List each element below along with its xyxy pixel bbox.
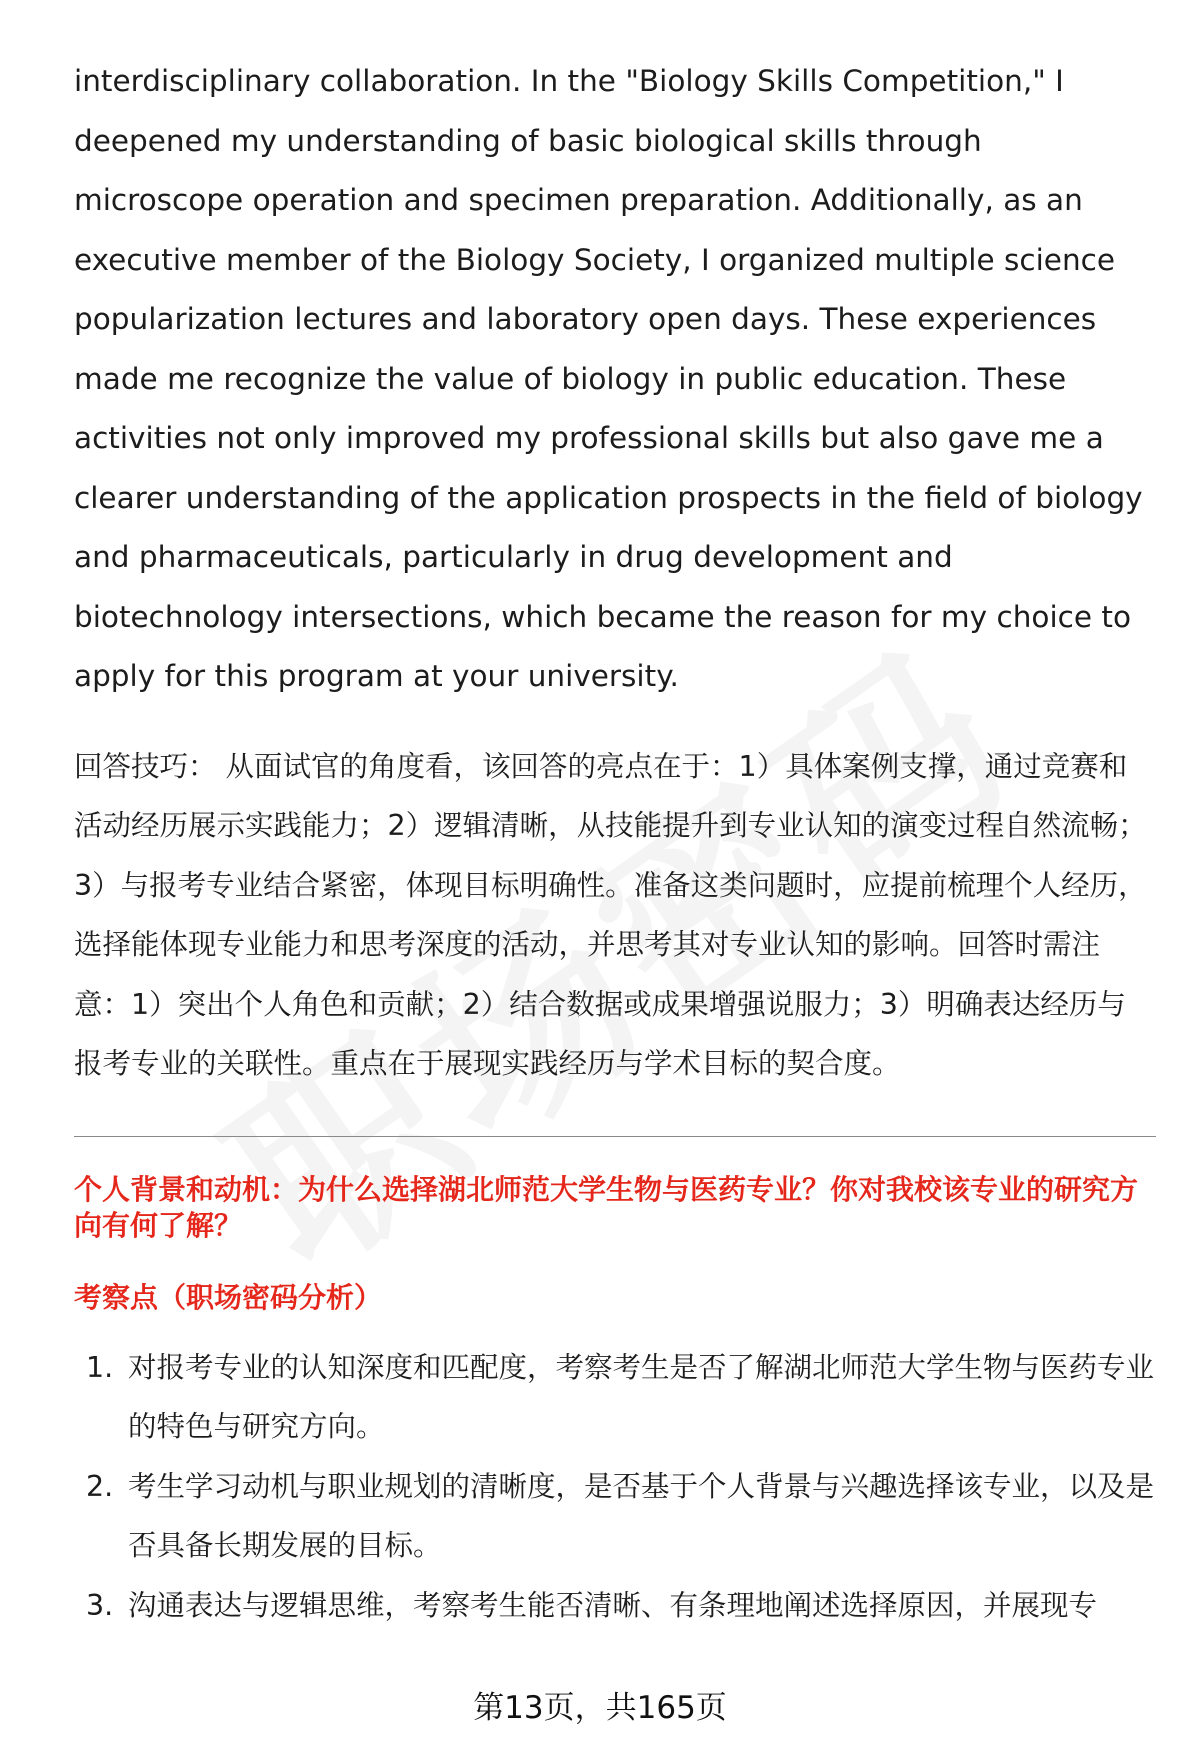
list-item-number: 3. [86,1588,114,1622]
list-item-number: 1. [86,1350,114,1384]
list-item [74,1338,1154,1457]
points-list [74,1338,1154,1636]
list-item-text: 考生学习动机与职业规划的清晰度，是否基于个人背景与兴趣选择该专业，以及是否具备长期发展的目标。 [128,1469,1155,1562]
answer-tips-paragraph: 回答技巧： 从面试官的角度看，该回答的亮点在于：1）具体案例支撑，通过竞赛和活动经历展示实践能力；2）逻辑清晰，从技能提升到专业认知的演变过程自然流畅；3）与报考专业结合紧密，体现目标明确性。准备这类问题时，应提前梳理个人经历，选择能体现专业能力和思考深度的活动，并思考其对专业认知的影响。回答时需注意：1）突出个人角色和贡献；2）结合数据或成果增强说服力；3）明确表达经历与报考专业的关联性。重点在于展现实践经历与学术目标的契合度。 [74,749,1147,1080]
list-item-text: 沟通表达与逻辑思维，考察考生能否清晰、有条理地阐述选择原因，并展现专 [128,1588,1098,1622]
list-item-number: 2. [86,1469,114,1503]
section-divider [74,1136,1156,1137]
list-item [74,1576,1154,1636]
section-heading: 考察点（职场密码分析） [74,1280,383,1314]
question-title: 个人背景和动机：为什么选择湖北师范大学生物与医药专业？你对我校该专业的研究方向有何了解？ [74,1172,1139,1242]
continued-paragraph: interdisciplinary collaboration. In the "Biology Skills Competition," I deepened my understanding of basic biological skills through microscope operation and specimen preparation. Additionally, as an executive member of the Biology Society, I organized multiple science popularization lectures and laboratory open days. These experiences made me recognize the value of biology in public education. These activities not only improved my professional skills but also gave me a clearer understanding of the application prospects in the field of biology and pharmaceuticals, particularly in drug development and biotechnology intersections, which became the reason for my choice to apply for this program at your university. [74,64,1143,693]
document-page [74,52,1154,1635]
page-footer: 第13页，共165页 [473,1690,727,1726]
list-item-text: 对报考专业的认知深度和匹配度，考察考生是否了解湖北师范大学生物与医药专业的特色与研究方向。 [128,1350,1155,1443]
list-item [74,1457,1154,1576]
